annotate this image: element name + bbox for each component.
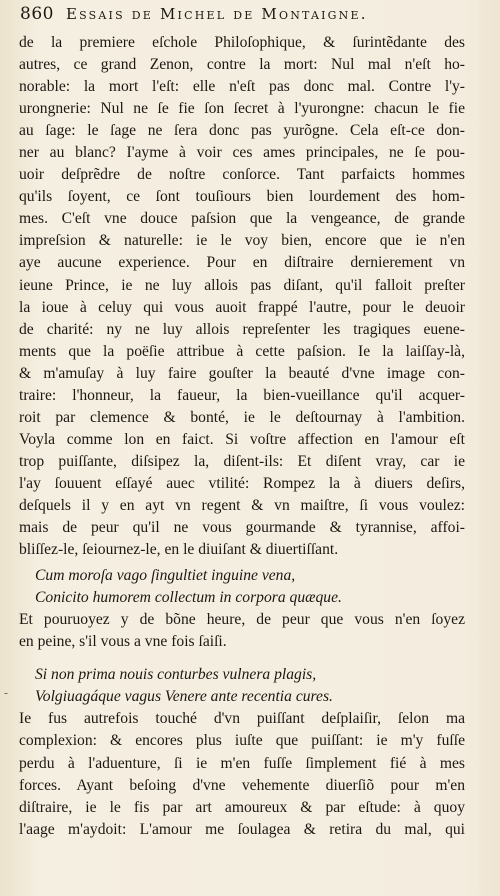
- text-line: la ioue à celuy qui vous auoit frappé l'autre, pour le deuoir: [19, 298, 465, 316]
- text-line: impreſsion & naturelle: ie le voy bien, encore que ie n'en: [19, 232, 465, 250]
- text-line: Et pouruoyez y de bõne heure, de peur que vous n'en ſoyez: [19, 611, 465, 629]
- text-line: & m'amuſay à luy faire gouſter la beauté d'vne image con-: [19, 364, 465, 382]
- text-line: l'aage m'aydoit: L'amour me ſoulagea & retira du mal, qui: [19, 820, 465, 838]
- text-line: Ie fus autrefois touché d'vn puiſſant deſplaiſir, ſelon ma: [19, 710, 465, 728]
- text-line: qu'ils ſoyent, ce ſont touſiours bien lourdement des hom-: [19, 188, 465, 206]
- text-line: forces. Ayant beſoing d'vne vehemente diuerſiõ pour m'en: [19, 776, 465, 794]
- text-line: de la premiere eſchole Philoſophique, & ſurintẽdante des: [19, 34, 465, 51]
- text-line: trop puiſſante, diſsipez la, diſent-ils: Et diſent vray, car ie: [19, 452, 465, 470]
- text-line: mes. C'eſt vne douce paſsion que la vengeance, de grande: [19, 210, 465, 228]
- text-line: Voyla comme lon en faict. Si voſtre affection en l'amour eſt: [19, 430, 465, 448]
- paragraph-short: [19, 609, 465, 653]
- text-line: ner au blanc? I'ayme à voir ces ames principales, ne ſe pou-: [19, 144, 465, 162]
- text-line: complexion: & encores plus iuſte que puiſſant: ie m'y fuſſe: [19, 732, 465, 750]
- page-header: [20, 4, 486, 34]
- verse-line: Volgiuagáque vagus Venere ante recentia cures.: [35, 688, 333, 706]
- verse-line: Conicito humorem collectum in corpora quæque.: [35, 589, 342, 607]
- running-title: Essais de Michel de Montaigne.: [65, 5, 368, 23]
- margin-mark: -: [4, 686, 9, 700]
- text-line: de charité: ny ne luy allois repreſenter les tragiques euene-: [19, 320, 465, 338]
- text-line: autres, ce grand Zenon, contre la mort: Nul mal n'eſt ho-: [19, 56, 465, 74]
- latin-verse-2: [19, 664, 465, 708]
- latin-verse-1: [19, 565, 465, 609]
- verse-line: Cum moroſa vago ſingultiet inguine vena,: [35, 567, 296, 585]
- text-line: norable: la mort l'eſt: elle n'eſt pas donc mal. Contre l'y-: [19, 78, 465, 96]
- paragraph-final: [19, 708, 465, 840]
- text-line: au ſage: le ſage ne ſera donc pas yurõgne. Cela eſt-ce don-: [19, 122, 465, 140]
- text-line: uoir deſprẽdre de noſtre conſorce. Tant parfaicts hommes: [19, 166, 465, 184]
- text-line: aye aucune experience. Pour en diſtraire dernierement vn: [19, 254, 465, 272]
- text-line: deſquels il y en ayt vn regent & vn maiſtre, ſi vous voulez:: [19, 496, 465, 514]
- text-line: diſtraire, ie le fis par art amoureux & par eſtude: à quoy: [19, 798, 465, 816]
- text-body: [19, 32, 465, 841]
- text-line: perdu à l'aduenture, ſi ie m'en fuſſe ſimplement fié à mes: [19, 754, 465, 772]
- text-line: ieune Prince, ie ne luy allois pas diſant, qu'il falloit preſter: [19, 276, 465, 294]
- paragraph-main: [19, 32, 465, 561]
- text-line: mais de peur qu'il ne vous gourmande & tyrannise, affoi-: [19, 519, 465, 537]
- page-number: 860: [20, 4, 54, 24]
- text-line: urongnerie: Nul ne ſe fie ſon ſecret à l'yurongne: chacun le fie: [19, 100, 465, 118]
- text-line: l'ay ſouuent eſſayé auec vtilité: Rompez la à diuers deſirs,: [19, 474, 465, 492]
- text-line: bliſſez-le, ſeiournez-le, en le diuiſant & diuertiſſant.: [19, 541, 339, 559]
- text-line: roit par clemence & bonté, ie le deſtournay à l'ambition.: [19, 408, 465, 426]
- text-line: en peine, s'il vous a vne fois ſaiſi.: [19, 633, 227, 651]
- text-line: ments que la poëſie attribue à cette paſsion. Ie la laiſſay-là,: [19, 342, 465, 360]
- text-line: traire: l'honneur, la faueur, la bien-vueillance qu'il acquer-: [19, 386, 465, 404]
- verse-line: Si non prima nouis conturbes vulnera plagis,: [35, 666, 317, 684]
